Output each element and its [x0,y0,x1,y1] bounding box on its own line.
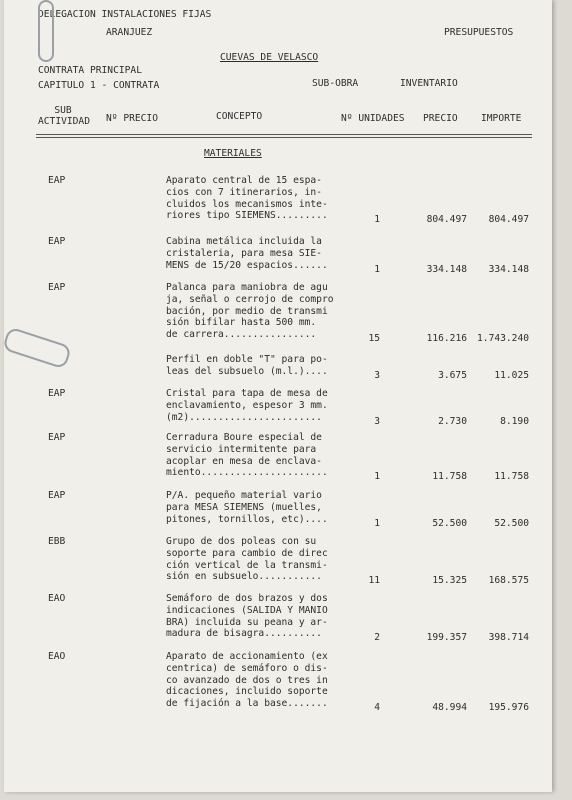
row-quantity: 1 [374,214,380,226]
concept-line: sión en subsuelo........... [166,571,322,583]
col-unidades: Nº UNIDADES [341,113,405,124]
concept-line: enclavamiento, espesor 3 mm. [166,399,328,411]
sub-obra-label: SUB-OBRA [312,78,359,89]
row-amount: 398.714 [488,632,529,644]
row-amount: 334.148 [488,263,529,275]
concept-line: leas del subsuelo (m.l.).... [166,365,328,377]
row-sub-activity: EAP [48,432,66,443]
row-amount: 1.743.240 [477,333,529,345]
concept-line: bación, por medio de transmi [166,305,328,317]
row-quantity: 1 [374,471,380,483]
row-sub-activity: EAP [48,236,66,247]
concept-line: Perfil en doble "T" para po- [166,354,328,365]
concept-line: Aparato central de 15 espa- [166,175,322,186]
concept-line: pitones, tornillos, etc).... [166,513,328,525]
row-quantity: 4 [374,702,380,714]
row-price: 48.994 [432,702,467,714]
concept-line: Semáforo de dos brazos y dos [166,593,328,604]
concept-line: co avanzado de dos o tres in [166,674,328,686]
concept-line: MENS de 15/20 espacios...... [166,259,328,271]
row-price: 3.675 [438,369,467,381]
concept-line: acoplar en mesa de enclava- [166,455,322,467]
row-price: 116.216 [426,333,467,345]
col-no-precio: Nº PRECIO [106,113,158,124]
concept-line: para MESA SIEMENS (muelles, [166,501,322,513]
concept-line: de fijación a la base....... [166,698,328,710]
row-amount: 168.575 [488,575,529,587]
concept-line: Aparato de accionamiento (ex [166,651,328,662]
row-quantity: 3 [374,415,380,427]
row-quantity: 3 [374,369,380,381]
concept-line: ja, señal o cerrojo de compro [166,293,334,305]
row-concept [166,282,356,341]
row-sub-activity: EAP [48,490,66,501]
row-sub-activity: EBB [48,536,66,547]
contract-label: CONTRATA PRINCIPAL [38,65,142,76]
row-sub-activity: EAP [48,282,66,293]
concept-line: BRA) incluida su peana y ar- [166,616,328,628]
row-sub-activity: EAO [48,593,66,604]
row-amount: 11.758 [494,471,529,483]
header-rule-bottom [36,137,532,138]
document-page [4,0,552,792]
concept-line: cios con 7 itinerarios, in- [166,186,322,198]
header-rule-top [36,134,532,135]
row-quantity: 15 [368,333,380,345]
paper-clip-middle [2,326,72,369]
doc-type: PRESUPUESTOS [444,27,514,38]
inventario-label: INVENTARIO [400,78,458,89]
concept-line: cristaleria, para mesa SIE- [166,247,322,259]
concept-line: cluidos los mecanismos inte- [166,198,328,210]
concept-line: Grupo de dos poleas con su [166,536,317,547]
row-quantity: 1 [374,517,380,529]
col-sub-line2: ACTIVIDAD [38,116,90,127]
row-amount: 52.500 [494,517,529,529]
row-price: 2.730 [438,415,467,427]
location: ARANJUEZ [106,27,153,38]
chapter-label: CAPITULO 1 - CONTRATA [38,80,160,91]
col-sub-line1: SUB [54,105,72,116]
row-amount: 8.190 [500,415,529,427]
row-amount: 11.025 [494,369,529,381]
concept-line: madura de bisagra.......... [166,628,322,640]
concept-line: dicaciones, incluido soporte [166,686,328,698]
row-quantity: 2 [374,632,380,644]
col-precio: PRECIO [423,113,458,124]
row-quantity: 11 [368,575,380,587]
row-amount: 195.976 [488,702,529,714]
concept-line: Cristal para tapa de mesa de [166,388,328,399]
concept-line: servicio intermitente para [166,443,317,455]
concept-line: Cerradura Boure especial de [166,432,322,443]
concept-line: centrica) de semáforo o dis- [166,662,328,674]
row-price: 199.357 [426,632,467,644]
row-sub-activity: EAO [48,651,66,662]
concept-line: indicaciones (SALIDA Y MANIO [166,604,328,616]
row-quantity: 1 [374,263,380,275]
concept-line: de carrera................ [166,329,317,341]
concept-line: Palanca para maniobra de agu [166,282,328,293]
paper-clip-top [38,0,54,62]
section-title: MATERIALES [204,148,262,159]
row-price: 804.497 [426,214,467,226]
row-price: 52.500 [432,517,467,529]
row-price: 11.758 [432,471,467,483]
col-importe: IMPORTE [481,113,522,124]
row-concept [166,651,356,710]
concept-line: soporte para cambio de direc [166,547,328,559]
row-amount: 804.497 [488,214,529,226]
row-price: 15.325 [432,575,467,587]
concept-line: sión bifilar hasta 500 mm. [166,317,317,329]
concept-line: P/A. pequeño material vario [166,490,322,501]
concept-line: (m2)....................... [166,411,322,423]
concept-line: Cabina metálica incluida la [166,236,322,247]
row-sub-activity: EAP [48,388,66,399]
concept-line: ción vertical de la transmi- [166,559,328,571]
row-price: 334.148 [426,263,467,275]
project-name: CUEVAS DE VELASCO [220,52,319,63]
col-concepto: CONCEPTO [216,111,263,122]
concept-line: miento...................... [166,467,328,479]
org-name: DELEGACION INSTALACIONES FIJAS [38,9,212,20]
concept-line: riores tipo SIEMENS......... [166,210,328,222]
row-sub-activity: EAP [48,175,66,186]
